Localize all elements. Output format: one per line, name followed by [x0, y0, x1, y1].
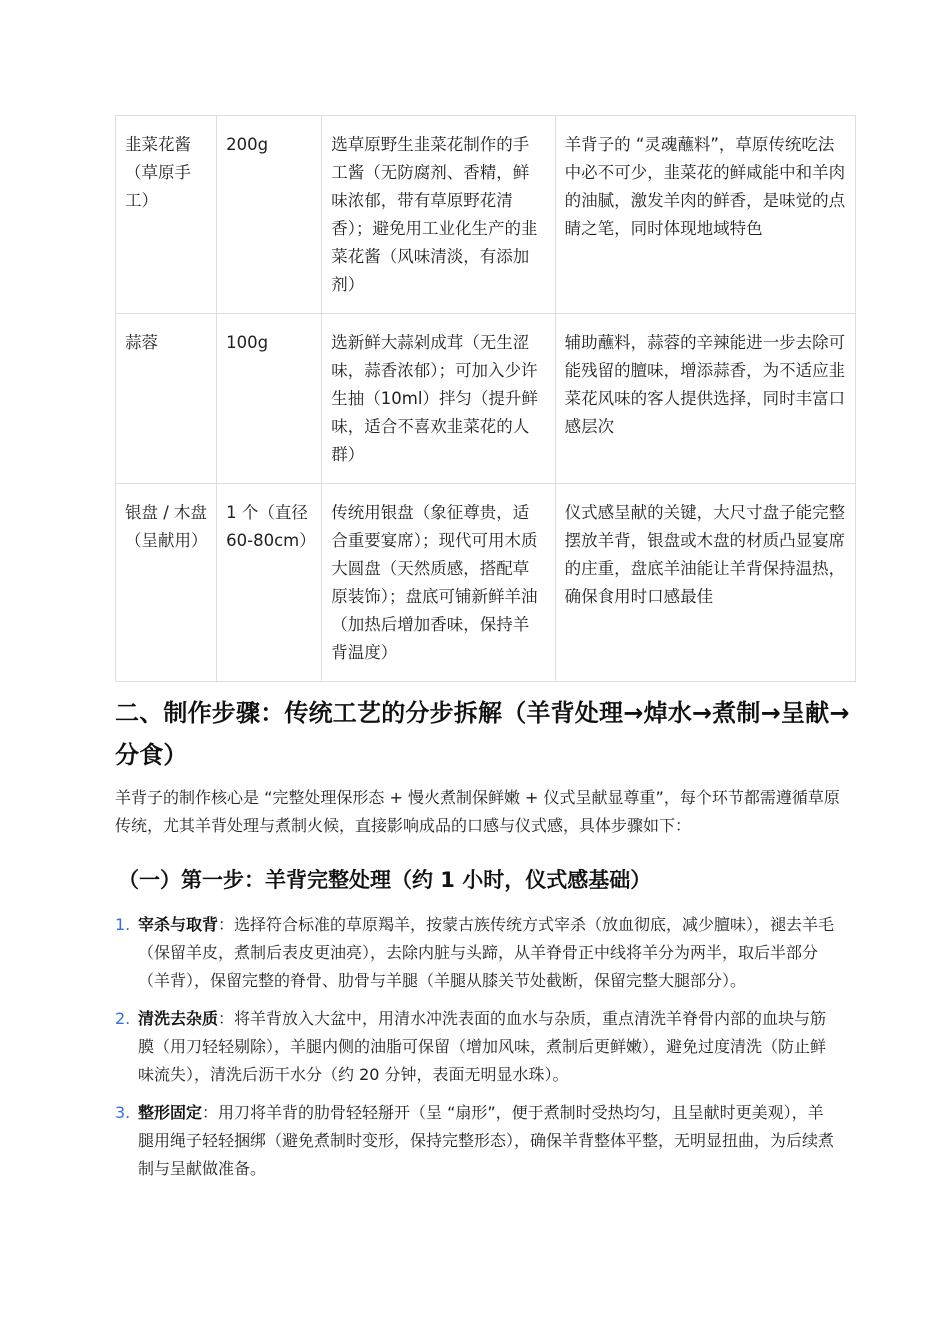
table-row [116, 116, 856, 314]
ingredient-role: 羊背子的 “灵魂蘸料”，草原传统吃法中必不可少，韭菜花的鲜咸能中和羊肉的油腻，激发羊肉的鲜香，是味觉的点睛之笔，同时体现地域特色 [555, 116, 855, 314]
section-heading: 二、制作步骤：传统工艺的分步拆解（羊背处理→焯水→煮制→呈献→分食） [115, 699, 850, 769]
list-item-title: 清洗去杂质 [138, 1009, 219, 1028]
list-item-title: 整形固定 [138, 1103, 203, 1122]
ingredient-requirement: 传统用银盘（象征尊贵，适合重要宴席）；现代可用木质大圆盘（天然质感，搭配草原装饰）；盘底可铺新鲜羊油（加热后增加香味，保持羊背温度） [322, 484, 555, 682]
list-item [115, 1005, 837, 1089]
ingredient-name: 韭菜花酱（草原手工） [116, 116, 217, 314]
list-item-text: ：用刀将羊背的肋骨轻轻掰开（呈 “扇形”，便于煮制时受热均匀，且呈献时更美观），羊腿用绳子轻轻捆绑（避免煮制时变形，保持完整形态），确保羊背整体平整，无明显扭曲，为后续煮制与呈献做准备。 [138, 1103, 835, 1178]
ingredient-name: 蒜蓉 [116, 314, 217, 484]
table-row [116, 484, 856, 682]
list-item [115, 911, 837, 995]
ingredient-amount: 200g [217, 116, 322, 314]
ingredients-table [115, 115, 856, 682]
ingredient-amount: 100g [217, 314, 322, 484]
list-item-text: ：将羊背放入大盆中，用清水冲洗表面的血水与杂质，重点清洗羊脊骨内部的血块与筋膜（用刀轻轻剔除），羊腿内侧的油脂可保留（增加风味，煮制后更鲜嫩），避免过度清洗（防止鲜味流失），清洗后沥干水分（约 20 分钟，表面无明显水珠）。 [138, 1009, 827, 1084]
ingredient-requirement: 选草原野生韭菜花制作的手工酱（无防腐剂、香精，鲜味浓郁，带有草原野花清香）；避免用工业化生产的韭菜花酱（风味清淡，有添加剂） [322, 116, 555, 314]
list-item-text: ：选择符合标准的草原羯羊，按蒙古族传统方式宰杀（放血彻底，减少膻味），褪去羊毛（保留羊皮，煮制后表皮更油亮），去除内脏与头蹄，从羊脊骨正中线将羊分为两半，取后半部分（羊背），保留完整的脊骨、肋骨与羊腿（羊腿从膝关节处截断，保留完整大腿部分）。 [138, 915, 835, 990]
step-list [115, 911, 837, 1193]
ingredient-amount: 1 个（直径 60-80cm） [217, 484, 322, 682]
step-heading: （一）第一步：羊背完整处理（约 1 小时，仪式感基础） [118, 868, 652, 892]
ingredient-name: 银盘 / 木盘（呈献用） [116, 484, 217, 682]
ingredient-role: 辅助蘸料，蒜蓉的辛辣能进一步去除可能残留的膻味，增添蒜香，为不适应韭菜花风味的客人提供选择，同时丰富口感层次 [555, 314, 855, 484]
list-item-title: 宰杀与取背 [138, 915, 219, 934]
list-number: 1. [115, 915, 131, 934]
ingredient-requirement: 选新鲜大蒜剁成茸（无生涩味，蒜香浓郁）；可加入少许生抽（10ml）拌匀（提升鲜味，适合不喜欢韭菜花的人群） [322, 314, 555, 484]
list-number: 2. [115, 1009, 131, 1028]
ingredient-role: 仪式感呈献的关键，大尺寸盘子能完整摆放羊背，银盘或木盘的材质凸显宴席的庄重，盘底羊油能让羊背保持温热，确保食用时口感最佳 [555, 484, 855, 682]
list-item [115, 1099, 837, 1183]
list-number: 3. [115, 1103, 131, 1122]
section-intro: 羊背子的制作核心是 “完整处理保形态 + 慢火煮制保鲜嫩 + 仪式呈献显尊重”，每个环节都需遵循草原传统，尤其羊背处理与煮制火候，直接影响成品的口感与仪式感，具体步骤如下： [115, 788, 840, 835]
table-row [116, 314, 856, 484]
